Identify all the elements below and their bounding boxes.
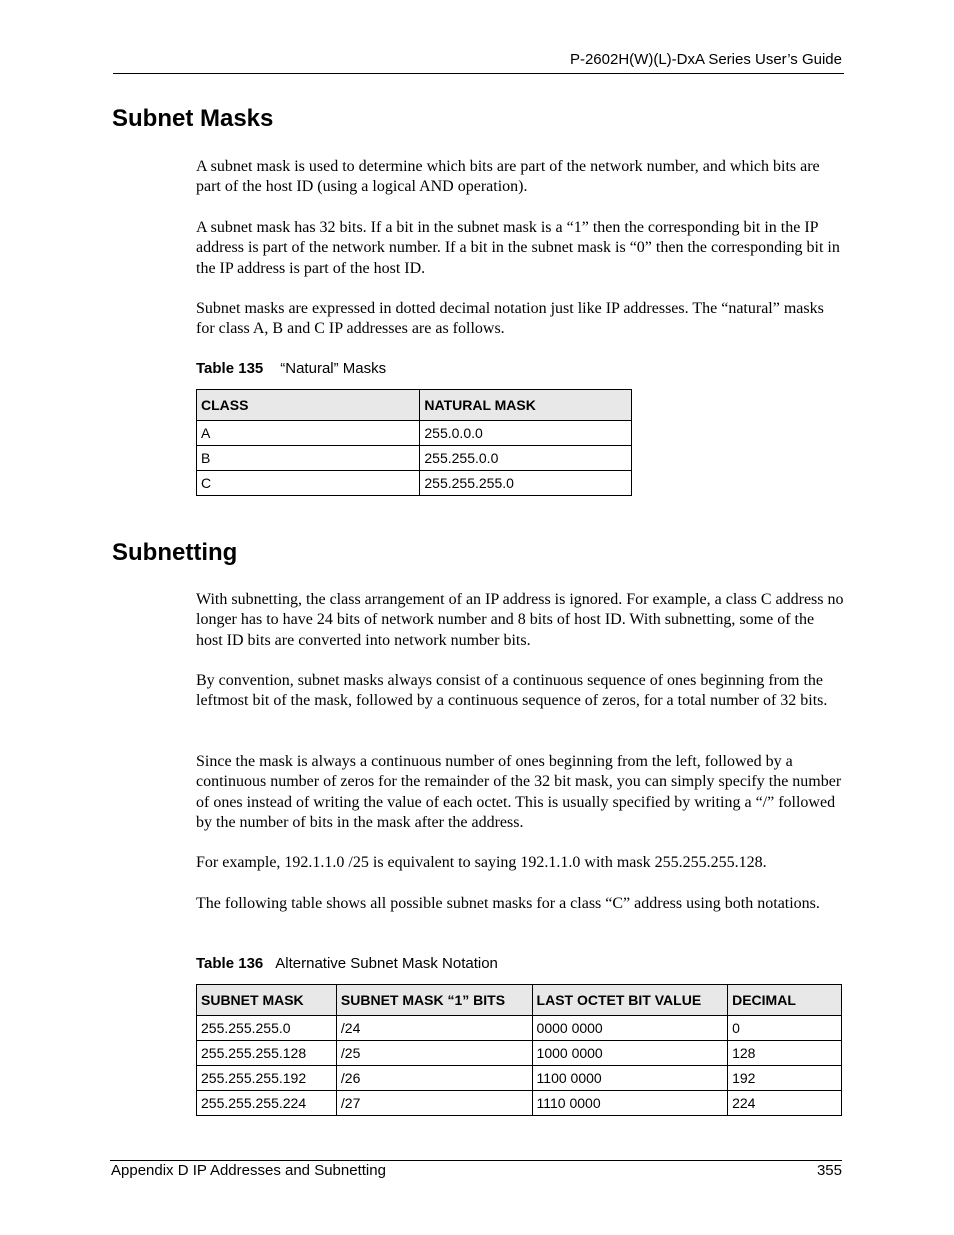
natural-masks-table bbox=[196, 389, 632, 496]
table-cell: 128 bbox=[728, 1041, 842, 1066]
table-row bbox=[197, 421, 632, 446]
table-cell: 1000 0000 bbox=[532, 1041, 728, 1066]
table-cell: /27 bbox=[336, 1091, 532, 1116]
table-cell: B bbox=[197, 446, 420, 471]
table-cell: 0 bbox=[728, 1016, 842, 1041]
column-header: SUBNET MASK “1” BITS bbox=[336, 985, 532, 1016]
table-cell: C bbox=[197, 471, 420, 496]
table-caption bbox=[196, 955, 498, 972]
column-header: DECIMAL bbox=[728, 985, 842, 1016]
table-header-row bbox=[197, 390, 632, 421]
header-divider bbox=[113, 73, 844, 74]
subnet-mask-notation-table bbox=[196, 984, 842, 1116]
table-cell: /24 bbox=[336, 1016, 532, 1041]
footer-chapter: Appendix D IP Addresses and Subnetting bbox=[111, 1162, 386, 1179]
paragraph: With subnetting, the class arrangement of an IP address is ignored. For example, a class C address no longer has to have 24 bits of network number and 8 bits of host ID. With subnetting, some of the host ID bits are converted into network number bits. bbox=[196, 591, 844, 649]
column-header: SUBNET MASK bbox=[197, 985, 337, 1016]
table-caption-label: Table 136 bbox=[196, 955, 264, 972]
table-cell: /26 bbox=[336, 1066, 532, 1091]
table-cell: 255.255.255.0 bbox=[420, 471, 632, 496]
table-cell: 192 bbox=[728, 1066, 842, 1091]
paragraph: Subnet masks are expressed in dotted decimal notation just like IP addresses. The “natural” masks for class A, B and C IP addresses are as follows. bbox=[196, 300, 824, 338]
footer-divider bbox=[110, 1160, 842, 1161]
table-cell: 255.255.255.128 bbox=[197, 1041, 337, 1066]
table-cell: A bbox=[197, 421, 420, 446]
table-row bbox=[197, 1091, 842, 1116]
table-cell: /25 bbox=[336, 1041, 532, 1066]
table-cell: 255.255.255.192 bbox=[197, 1066, 337, 1091]
table-cell: 224 bbox=[728, 1091, 842, 1116]
table-caption-label: Table 135 bbox=[196, 360, 264, 377]
table-cell: 1100 0000 bbox=[532, 1066, 728, 1091]
table-cell: 255.0.0.0 bbox=[420, 421, 632, 446]
paragraph: By convention, subnet masks always consist of a continuous sequence of ones beginning from the leftmost bit of the mask, followed by a continuous sequence of zeros, for a total number of 32 bits. bbox=[196, 672, 828, 710]
table-cell: 255.255.0.0 bbox=[420, 446, 632, 471]
table-caption-title: “Natural” Masks bbox=[280, 360, 387, 377]
table-row bbox=[197, 1066, 842, 1091]
table-row bbox=[197, 1041, 842, 1066]
section-title-subnetting: Subnetting bbox=[112, 539, 238, 566]
running-header: P-2602H(W)(L)-DxA Series User’s Guide bbox=[569, 51, 842, 68]
table-row bbox=[197, 471, 632, 496]
table-cell: 0000 0000 bbox=[532, 1016, 728, 1041]
paragraph: A subnet mask is used to determine which bits are part of the network number, and which bits are part of the host ID (using a logical AND operation). bbox=[196, 158, 820, 196]
table-header-row bbox=[197, 985, 842, 1016]
table-row bbox=[197, 446, 632, 471]
page-number: 355 bbox=[816, 1162, 842, 1179]
table-cell: 255.255.255.0 bbox=[197, 1016, 337, 1041]
table-cell: 1110 0000 bbox=[532, 1091, 728, 1116]
paragraph: For example, 192.1.1.0 /25 is equivalent to saying 192.1.1.0 with mask 255.255.255.128. bbox=[196, 854, 767, 871]
paragraph: The following table shows all possible subnet masks for a class “C” address using both notations. bbox=[196, 895, 820, 912]
table-caption bbox=[196, 360, 386, 377]
paragraph: Since the mask is always a continuous number of ones beginning from the left, followed by a continuous number of zeros for the remainder of the 32 bit mask, you can simply specify the number of ones instead of writing the value of each octet. This is usually specified by writing a “/” followed by the number of bits in the mask after the address. bbox=[196, 753, 842, 831]
paragraph: A subnet mask has 32 bits. If a bit in the subnet mask is a “1” then the corresponding bit in the IP address is part of the network number. If a bit in the subnet mask is “0” then the corresponding bit in the IP address is part of the host ID. bbox=[196, 219, 840, 277]
table-caption-title: Alternative Subnet Mask Notation bbox=[275, 955, 498, 972]
column-header: NATURAL MASK bbox=[420, 390, 632, 421]
column-header: LAST OCTET BIT VALUE bbox=[532, 985, 728, 1016]
table-cell: 255.255.255.224 bbox=[197, 1091, 337, 1116]
table-row bbox=[197, 1016, 842, 1041]
section-title-subnet-masks: Subnet Masks bbox=[112, 105, 274, 132]
column-header: CLASS bbox=[197, 390, 420, 421]
